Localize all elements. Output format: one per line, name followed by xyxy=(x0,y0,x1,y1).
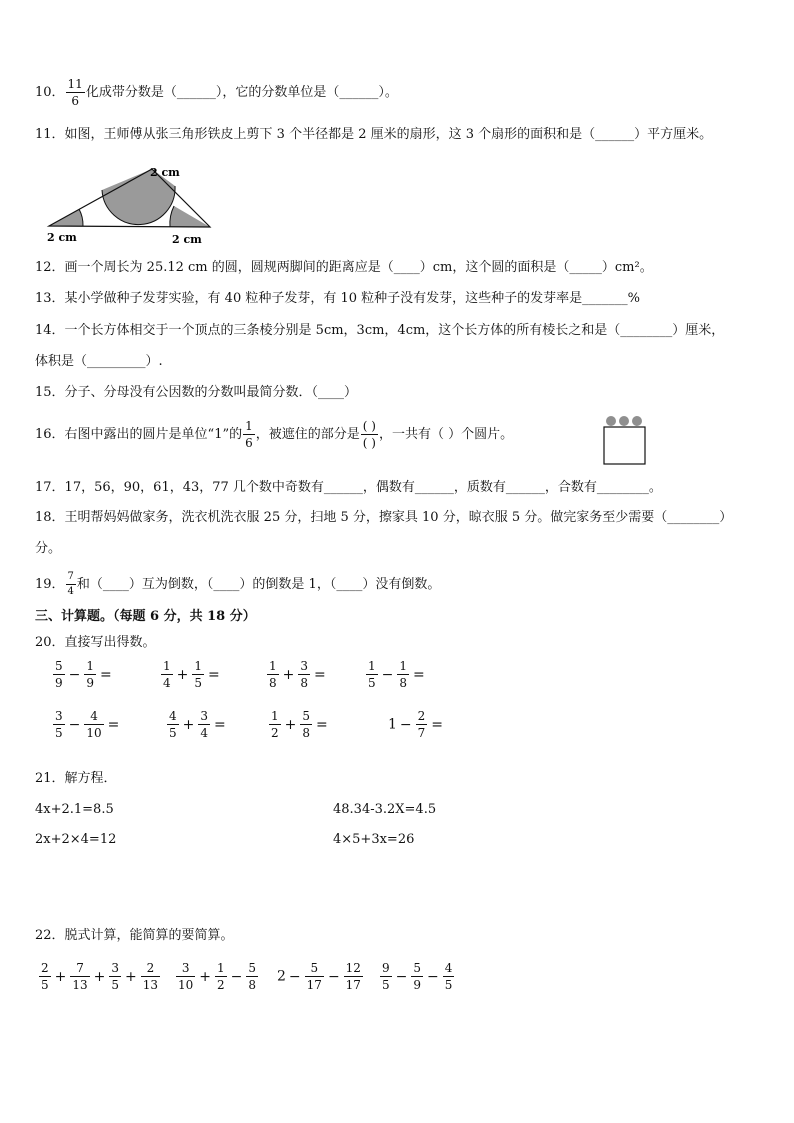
label-left: 2 cm xyxy=(47,231,77,244)
operator: = xyxy=(316,716,328,733)
denominator: 10 xyxy=(178,978,194,992)
denominator: 5 xyxy=(194,676,203,690)
question-text: 和（____）互为倒数，（____）的倒数是 1，（____）没有倒数。 xyxy=(76,577,441,592)
expression-4 xyxy=(379,962,455,991)
fraction xyxy=(246,962,258,991)
fraction xyxy=(192,660,204,689)
numerator: 5 xyxy=(302,709,311,723)
operator: + xyxy=(199,968,212,985)
denominator: 5 xyxy=(55,726,63,740)
fraction xyxy=(167,710,179,739)
fraction xyxy=(141,962,160,991)
numerator: 1 xyxy=(217,961,225,975)
denominator: 5 xyxy=(368,676,376,690)
numerator: 5 xyxy=(55,659,63,673)
blank-fraction xyxy=(361,420,378,449)
numerator: 3 xyxy=(200,709,209,723)
denominator: 8 xyxy=(302,726,311,740)
fraction xyxy=(243,420,255,449)
operator: − xyxy=(327,968,340,985)
denominator: 8 xyxy=(300,676,309,690)
question-11: 11．如图，王师傅从张三角形铁皮上剪下 3 个半径都是 2 厘米的扇形，这 3 个扇形的面积和是（______）平方厘米。 xyxy=(35,127,713,142)
question-18-line2: 分。 xyxy=(35,541,62,556)
equation: 2x+2×4=12 xyxy=(35,832,117,847)
denominator: 5 xyxy=(382,978,390,992)
numerator: 5 xyxy=(413,961,422,975)
denominator: 8 xyxy=(399,676,408,690)
numerator: 1 xyxy=(245,419,253,433)
fraction xyxy=(161,660,173,689)
question-21-title: 21．解方程． xyxy=(35,771,117,786)
denominator: 6 xyxy=(71,94,79,108)
operator: = xyxy=(100,666,112,683)
operator: − xyxy=(427,968,439,985)
triangle-figure xyxy=(44,160,216,248)
question-number: 10． xyxy=(35,85,65,100)
operator: = xyxy=(208,666,220,683)
numerator: 11 xyxy=(67,77,83,91)
question-15: 15．分子、分母没有公因数的分数叫最简分数．（____） xyxy=(35,385,358,400)
question-22-title: 22．脱式计算，能简算的要简算。 xyxy=(35,928,234,943)
denominator: 13 xyxy=(72,978,88,992)
denominator: 6 xyxy=(245,436,253,450)
fraction xyxy=(198,710,210,739)
question-19 xyxy=(35,572,440,597)
numerator: 2 xyxy=(417,709,426,723)
operator: = xyxy=(431,716,444,733)
denominator: 2 xyxy=(271,726,279,740)
denominator: 17 xyxy=(345,978,361,992)
cover-card xyxy=(604,427,645,464)
expression-2 xyxy=(175,962,259,991)
operator: = xyxy=(107,716,120,733)
operator: − xyxy=(230,968,243,985)
denominator: 5 xyxy=(444,978,453,992)
denominator: 2 xyxy=(217,978,225,992)
equation: 48.34-3.2X=4.5 xyxy=(333,802,437,817)
numerator: 3 xyxy=(300,659,309,673)
expression-1 xyxy=(38,962,161,991)
numerator: 5 xyxy=(248,961,257,975)
fraction xyxy=(267,660,279,689)
fraction xyxy=(39,962,51,991)
operator: + xyxy=(93,968,106,985)
numerator: 5 xyxy=(310,961,319,975)
question-13: 13．某小学做种子发芽实验，有 40 粒种子发芽，有 10 粒种子没有发芽，这些种子的发芽率是_______% xyxy=(35,291,641,306)
fraction xyxy=(298,660,310,689)
question-14-line2: 体积是（_________）. xyxy=(35,354,163,369)
operator: − xyxy=(68,716,81,733)
operator: + xyxy=(282,666,295,683)
disc xyxy=(606,416,616,426)
label-top: 2 cm xyxy=(150,166,180,179)
denominator: 17 xyxy=(306,978,322,992)
numerator: 1 xyxy=(269,659,277,673)
numerator: 4 xyxy=(90,709,98,723)
equation: 4×5+3x=26 xyxy=(333,832,415,847)
fraction xyxy=(84,710,103,739)
operator: − xyxy=(68,666,81,683)
question-18-line1: 18．王明帮妈妈做家务，洗衣机洗衣服 25 分，扫地 5 分，擦家具 10 分，晾衣服 5 分。做完家务至少需要（________） xyxy=(35,510,733,525)
fraction xyxy=(366,660,378,689)
fraction xyxy=(109,962,121,991)
whole-number: 1 xyxy=(388,716,397,733)
operator: − xyxy=(395,968,408,985)
label-right: 2 cm xyxy=(172,233,202,246)
denominator: 9 xyxy=(55,676,63,690)
whole-number: 2 xyxy=(277,968,286,985)
denominator: 4 xyxy=(200,726,209,740)
fraction xyxy=(176,962,195,991)
fraction xyxy=(53,710,65,739)
question-17: 17．17，56，90，61，43，77 几个数中奇数有______，偶数有______，质数有______，合数有________。 xyxy=(35,480,662,495)
numerator: 3 xyxy=(181,961,190,975)
numerator: 7 xyxy=(67,571,74,582)
fraction xyxy=(305,962,324,991)
operator: − xyxy=(399,716,412,733)
numerator: 1 xyxy=(271,709,279,723)
fraction xyxy=(84,660,96,689)
question-16 xyxy=(35,420,513,449)
oral-calc-item xyxy=(388,710,446,739)
numerator: 4 xyxy=(169,709,177,723)
question-10 xyxy=(35,78,398,107)
oral-calc-item xyxy=(266,660,329,689)
fraction xyxy=(66,572,76,597)
question-12: 12．画一个周长为 25.12 cm 的圆，圆规两脚间的距离应是（____）cm，这个圆的面积是（_____）cm²。 xyxy=(35,260,653,275)
fraction xyxy=(70,962,89,991)
denominator: 7 xyxy=(417,726,426,740)
question-20-title: 20．直接写出得数。 xyxy=(35,635,156,650)
numerator: 3 xyxy=(55,709,63,723)
fraction xyxy=(397,660,409,689)
denominator: 5 xyxy=(169,726,177,740)
expression-3 xyxy=(277,962,364,991)
section-title: 三、计算题。（每题 6 分，共 18 分） xyxy=(35,609,256,624)
oral-calc-item xyxy=(268,710,331,739)
numerator: 7 xyxy=(76,961,84,975)
fraction xyxy=(66,78,85,107)
question-text: ，一共有（ ）个圆片。 xyxy=(378,427,514,442)
oral-calc-item xyxy=(160,660,223,689)
numerator-blank: ( ) xyxy=(362,419,376,433)
numerator: 1 xyxy=(86,659,95,673)
denominator: 8 xyxy=(248,978,257,992)
question-text: ，被遮住的部分是 xyxy=(255,427,360,442)
operator: + xyxy=(54,968,67,985)
oral-calc-item xyxy=(52,710,122,739)
fraction xyxy=(443,962,455,991)
numerator: 1 xyxy=(399,659,408,673)
fraction xyxy=(344,962,363,991)
operator: + xyxy=(125,968,137,985)
denominator: 5 xyxy=(111,978,120,992)
denominator: 5 xyxy=(41,978,49,992)
equation: 4x+2.1=8.5 xyxy=(35,802,114,817)
fraction xyxy=(411,962,423,991)
operator: + xyxy=(182,716,195,733)
disc-card-figure xyxy=(603,414,647,466)
question-text: 化成带分数是（______），它的分数单位是（______）。 xyxy=(85,85,398,100)
fraction xyxy=(215,962,227,991)
denominator: 8 xyxy=(269,676,277,690)
denominator: 4 xyxy=(67,586,74,597)
question-14-line1: 14．一个长方体相交于一个顶点的三条棱分别是 5cm，3cm，4cm，这个长方体的所有棱长之和是（________）厘米， xyxy=(35,323,725,338)
numerator: 2 xyxy=(146,961,155,975)
denominator: 10 xyxy=(86,726,102,740)
numerator: 3 xyxy=(111,961,120,975)
fraction xyxy=(416,710,428,739)
disc xyxy=(632,416,642,426)
oral-calc-item xyxy=(166,710,229,739)
numerator: 2 xyxy=(41,961,49,975)
question-number: 19． xyxy=(35,577,65,592)
operator: − xyxy=(288,968,301,985)
operator: − xyxy=(381,666,394,683)
numerator: 9 xyxy=(382,961,390,975)
oral-calc-item xyxy=(365,660,428,689)
operator: + xyxy=(176,666,189,683)
denominator: 4 xyxy=(163,676,171,690)
denominator: 13 xyxy=(142,978,159,992)
disc xyxy=(619,416,629,426)
denominator: 9 xyxy=(413,978,422,992)
numerator: 1 xyxy=(194,659,203,673)
denominator-blank: ( ) xyxy=(362,436,376,450)
fraction xyxy=(380,962,392,991)
numerator: 1 xyxy=(163,659,171,673)
question-text: 16．右图中露出的圆片是单位“1”的 xyxy=(35,427,243,442)
operator: = xyxy=(314,666,326,683)
numerator: 1 xyxy=(368,659,376,673)
fraction xyxy=(53,660,65,689)
fraction xyxy=(300,710,312,739)
operator: = xyxy=(214,716,226,733)
denominator: 9 xyxy=(86,676,95,690)
operator: = xyxy=(413,666,425,683)
operator: + xyxy=(284,716,297,733)
sector-right xyxy=(170,206,210,227)
oral-calc-item xyxy=(52,660,115,689)
fraction xyxy=(269,710,281,739)
numerator: 4 xyxy=(444,961,453,975)
numerator: 12 xyxy=(345,961,361,975)
